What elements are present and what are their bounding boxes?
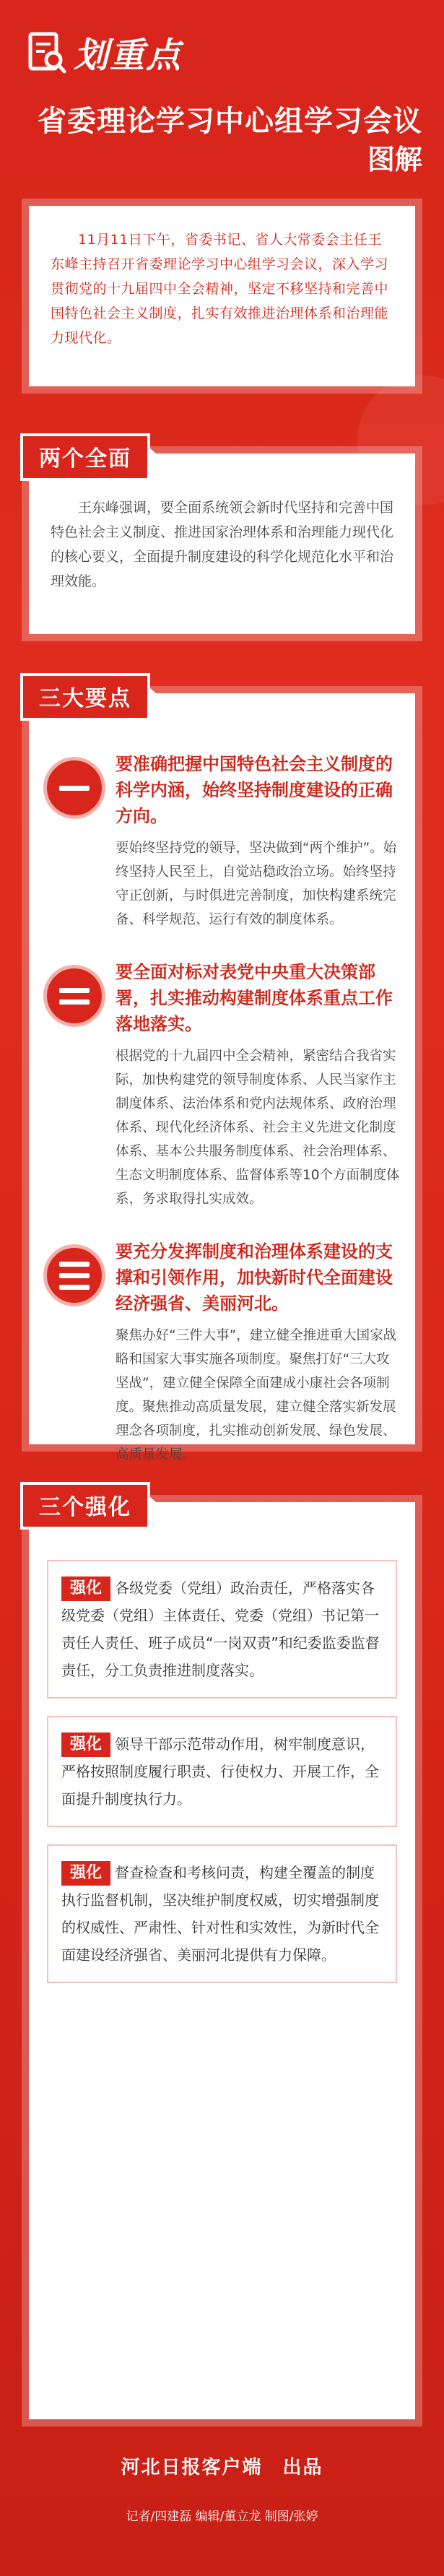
page-subtitle: 图解 bbox=[367, 144, 422, 175]
point-body: 要始终坚持党的领导，坚决做到“两个维护”。始终坚持人民至上，自觉站稳政治立场。始终坚持守正创新，与时俱进完善制度，加快构建系统完备、科学规范、运行有效的制度体系。 bbox=[116, 841, 397, 927]
brand-label: 划重点 bbox=[74, 35, 183, 76]
strengthen-text: 各级党委（党组）政治责任，严格落实各级党委（党组）主体责任、党委（党组）书记第一责任人责任、班子成员“一岗双责”和纪委监委监督责任，分工负责推进制度落实。 bbox=[61, 1579, 380, 1679]
section-text: 王东峰强调，要全面系统领会新时代坚持和完善中国特色社会主义制度、推进国家治理体系和治理能力现代化的核心要义，全面提升制度建设的科学化规范化水平和治理效能。 bbox=[51, 500, 394, 589]
brand bbox=[27, 27, 182, 77]
number-three-icon bbox=[43, 1244, 105, 1306]
strengthen-item bbox=[47, 1560, 397, 1699]
key-point bbox=[43, 751, 401, 932]
intro-text: 11月11日下午，省委书记、省人大常委会主任王东峰主持召开省委理论学习中心组学习会议，深入学习贯彻党的十九届四中全会精神，坚定不移坚持和完善中国特色社会主义制度，扎实有效推进治理体系和治理能力现代化。 bbox=[51, 232, 389, 346]
strengthen-item bbox=[47, 1716, 397, 1827]
page-title: 省委理论学习中心组学习会议 bbox=[38, 105, 422, 138]
document-search-icon bbox=[27, 31, 66, 74]
footer-publisher: 河北日报客户端 出品 bbox=[121, 2457, 323, 2479]
key-point bbox=[43, 1239, 401, 1467]
section-tag: 两个全面 bbox=[20, 433, 150, 481]
strengthen-text: 督查检查和考核问责，构建全覆盖的制度执行监督机制，坚决维护制度权威，切实增强制度的权威性、严肃性、针对性和实效性，为新时代全面建设经济强省、美丽河北提供有力保障。 bbox=[61, 1864, 379, 1964]
point-heading: 要全面对标对表党中央重大决策部署，扎实推动构建制度体系重点工作落地落实。 bbox=[116, 962, 393, 1034]
strengthen-label: 强化 bbox=[61, 1577, 110, 1601]
point-heading: 要充分发挥制度和治理体系建设的支撑和引领作用，加快新时代全面建设经济强省、美丽河北。 bbox=[116, 1241, 393, 1314]
section-three-key-points bbox=[29, 686, 415, 1462]
point-body: 根据党的十九届四中全会精神，紧密结合我省实际，加快构建党的领导制度体系、人民当家作主制度体系、法治体系和党内法规体系、政府治理体系、现代化经济体系、社会主义先进文化制度体系、基本公共服务制度体系、社会治理体系、生态文明制度体系、监督体系等10个方面制度体系，务求取得扎实成效。 bbox=[116, 1049, 400, 1207]
footer-credits: 记者/四建磊 编辑/董立龙 制图/张婷 bbox=[126, 2510, 318, 2524]
section-two-comprehensive bbox=[29, 446, 415, 634]
section-three-strengthen bbox=[29, 1495, 415, 2419]
strengthen-label: 强化 bbox=[61, 1861, 110, 1886]
section-tag: 三个强化 bbox=[20, 1482, 150, 1530]
number-two-icon bbox=[43, 965, 105, 1027]
intro-card bbox=[29, 206, 415, 386]
number-one-icon bbox=[43, 757, 105, 819]
header bbox=[0, 0, 444, 173]
strengthen-text: 领导干部示范带动作用，树牢制度意识，严格按照制度履行职责、行使权力、开展工作，全面提升制度执行力。 bbox=[61, 1735, 379, 1808]
key-point bbox=[43, 959, 401, 1211]
point-heading: 要准确把握中国特色社会主义制度的科学内涵，始终坚持制度建设的正确方向。 bbox=[116, 754, 393, 826]
section-tag: 三大要点 bbox=[20, 673, 150, 721]
strengthen-label: 强化 bbox=[61, 1732, 110, 1757]
strengthen-item bbox=[47, 1844, 397, 1983]
point-body: 聚焦办好“三件大事”，建立健全推进重大国家战略和国家大事实施各项制度。聚焦打好“三大攻坚战”，建立健全保障全面建成小康社会各项制度。聚焦推动高质量发展，建立健全落实新发展理念各项制度，扎实推动创新发展、绿色发展、高质量发展。 bbox=[116, 1328, 397, 1462]
